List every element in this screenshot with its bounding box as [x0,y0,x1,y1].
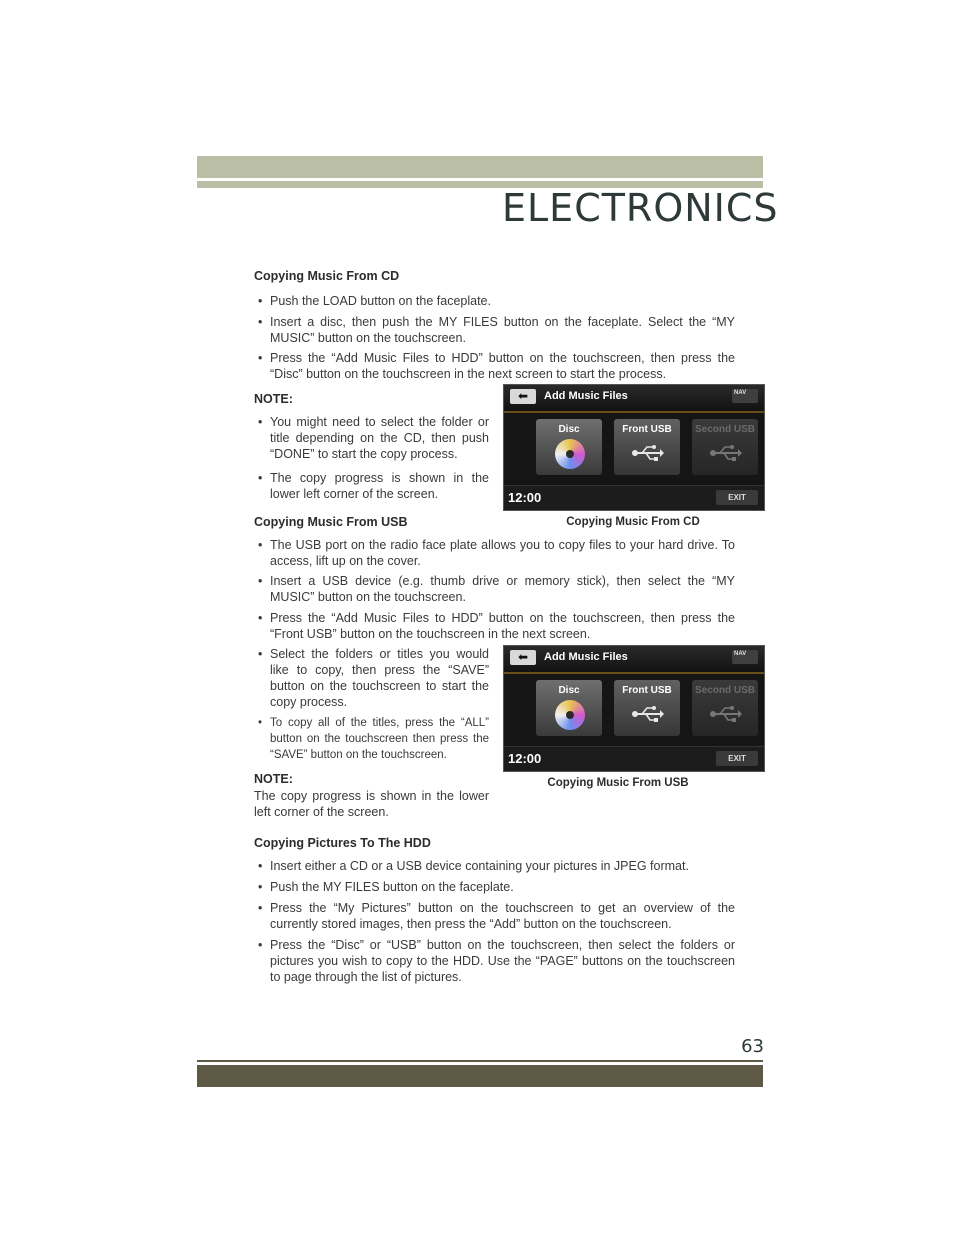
clock: 12:00 [508,490,542,505]
screen-title: Add Music Files [544,390,628,402]
usb-icon [710,444,742,462]
page-number: 63 [741,1036,764,1057]
clock: 12:00 [508,751,542,766]
second-usb-tile: Second USB [692,419,758,475]
footer-band [197,1065,763,1087]
exit-button: EXIT [716,490,758,505]
cd-heading: Copying Music From CD [254,269,400,283]
exit-button: EXIT [716,751,758,766]
usb-note-text: The copy progress is shown in the lower left corner of the screen. [254,789,489,819]
list-item: • Press the “Disc” or “USB” button on the touchscreen, then select the folders or pictures you wish to copy to the HDD. Use the “PAGE” buttons on the touchscreen to page through the list of pictures. [258,938,735,984]
list-item: • The copy progress is shown in the lower left corner of the screen. [258,471,489,501]
second-usb-tile: Second USB [692,680,758,736]
list-item: • To copy all of the titles, press the “ALL” button on the touchscreen then press the “SAVE” button on the touchscreen. [258,717,489,761]
list-item: • Push the MY FILES button on the faceplate. [258,880,514,894]
list-item: • Press the “My Pictures” button on the touchscreen to get an overview of the currently stored images, then press the “Add” button on the touchscreen. [258,901,735,931]
list-item: • Push the LOAD button on the faceplate. [258,294,491,308]
list-item: • You might need to select the folder or title depending on the CD, then push “DONE” to start the copy process. [258,415,489,461]
list-item: • Select the folders or titles you would like to copy, then press the “SAVE” button on the touchscreen to start the copy process. [258,647,489,709]
cd-screen-figure [503,384,765,511]
usb-screen-figure [503,645,765,772]
cd-disc-icon [555,439,585,469]
footer-rule [197,1060,763,1062]
header-band [197,156,763,178]
list-item: • The USB port on the radio face plate allows you to copy files to your hard drive. To access, lift up on the cover. [258,538,735,568]
screen-title: Add Music Files [544,651,628,663]
list-item: • Insert either a CD or a USB device containing your pictures in JPEG format. [258,859,689,873]
cd-note-label: NOTE: [254,392,293,406]
back-arrow-icon: ⬅ [510,389,536,404]
usb-heading: Copying Music From USB [254,515,408,529]
disc-tile: Disc [536,680,602,736]
cd-disc-icon [555,700,585,730]
disc-tile: Disc [536,419,602,475]
nav-badge: NAV [732,389,758,403]
usb-icon [710,705,742,723]
front-usb-tile: Front USB [614,419,680,475]
list-item: • Press the “Add Music Files to HDD” button on the touchscreen, then press the “Disc” button on the touchscreen in the next screen to start the process. [258,351,735,381]
list-item: • Press the “Add Music Files to HDD” button on the touchscreen, then press the “Front USB” button on the touchscreen in the next screen. [258,611,735,641]
pictures-heading: Copying Pictures To The HDD [254,836,431,850]
front-usb-tile: Front USB [614,680,680,736]
usb-icon [632,705,664,723]
list-item: • Insert a disc, then push the MY FILES button on the faceplate. Select the “MY MUSIC” button on the touchscreen. [258,315,735,345]
section-title: ELECTRONICS [502,186,779,230]
back-arrow-icon: ⬅ [510,650,536,665]
nav-badge: NAV [732,650,758,664]
figure-caption: Copying Music From USB [547,777,689,789]
usb-note-label: NOTE: [254,772,293,786]
usb-icon [632,444,664,462]
list-item: • Insert a USB device (e.g. thumb drive or memory stick), then select the “MY MUSIC” button on the touchscreen. [258,574,735,604]
figure-caption: Copying Music From CD [566,516,700,528]
